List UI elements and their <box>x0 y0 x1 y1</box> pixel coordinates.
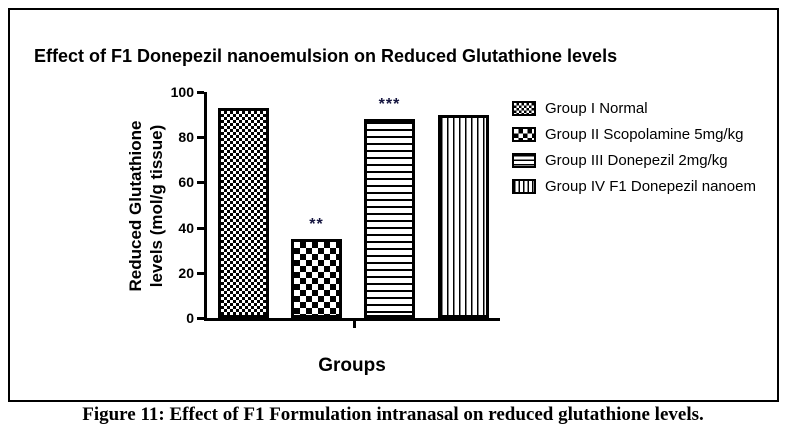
y-axis-tick <box>197 181 204 184</box>
legend-item-label: Group IV F1 Donepezil nanoem <box>545 178 756 195</box>
coarse-checkerboard-swatch-icon <box>512 127 536 142</box>
legend-item <box>512 152 756 169</box>
legend-item-label: Group I Normal <box>545 100 648 117</box>
legend-item <box>512 100 756 117</box>
figure-caption: Figure 11: Effect of F1 Formulation intranasal on reduced glutathione levels. <box>82 404 704 425</box>
x-axis-tick <box>353 321 356 328</box>
y-axis-tick <box>197 136 204 139</box>
fine-checkerboard-swatch-icon <box>512 101 536 116</box>
y-axis-tick <box>197 227 204 230</box>
y-axis-title-line2: levels (mol/g tissue) <box>147 124 166 288</box>
y-axis-tick-label: 80 <box>178 129 194 146</box>
chart-title: Effect of F1 Donepezil nanoemulsion on Reduced Glutathione levels <box>34 46 618 66</box>
legend-item-label: Group III Donepezil 2mg/kg <box>545 152 728 169</box>
legend-item <box>512 126 756 143</box>
horizontal-lines-swatch-icon <box>512 153 536 168</box>
y-axis-tick-label: 100 <box>170 84 194 100</box>
y-axis-tick <box>197 272 204 275</box>
plot-area <box>170 84 500 326</box>
y-axis-tick-label: 0 <box>186 310 194 326</box>
legend-item-label: Group II Scopolamine 5mg/kg <box>545 126 744 143</box>
y-axis-tick-label: 60 <box>178 174 194 191</box>
legend-item <box>512 178 756 195</box>
bar-3 <box>364 119 415 318</box>
figure-frame <box>8 8 779 402</box>
y-axis-tick-label: 40 <box>178 219 194 236</box>
legend <box>512 100 756 204</box>
vertical-lines-swatch-icon <box>512 179 536 194</box>
x-axis-title: Groups <box>318 355 386 376</box>
y-axis-tick-label: 20 <box>178 264 194 281</box>
x-axis-line <box>204 318 500 321</box>
y-axis-tick <box>197 317 204 320</box>
y-axis-title-line1: Reduced Glutathione <box>126 120 145 292</box>
bar-2 <box>291 239 342 318</box>
bar-1 <box>218 108 269 318</box>
bar-4 <box>438 115 489 318</box>
y-axis-tick <box>197 91 204 94</box>
significance-annotation: *** <box>378 96 401 113</box>
significance-annotation: ** <box>309 216 324 233</box>
